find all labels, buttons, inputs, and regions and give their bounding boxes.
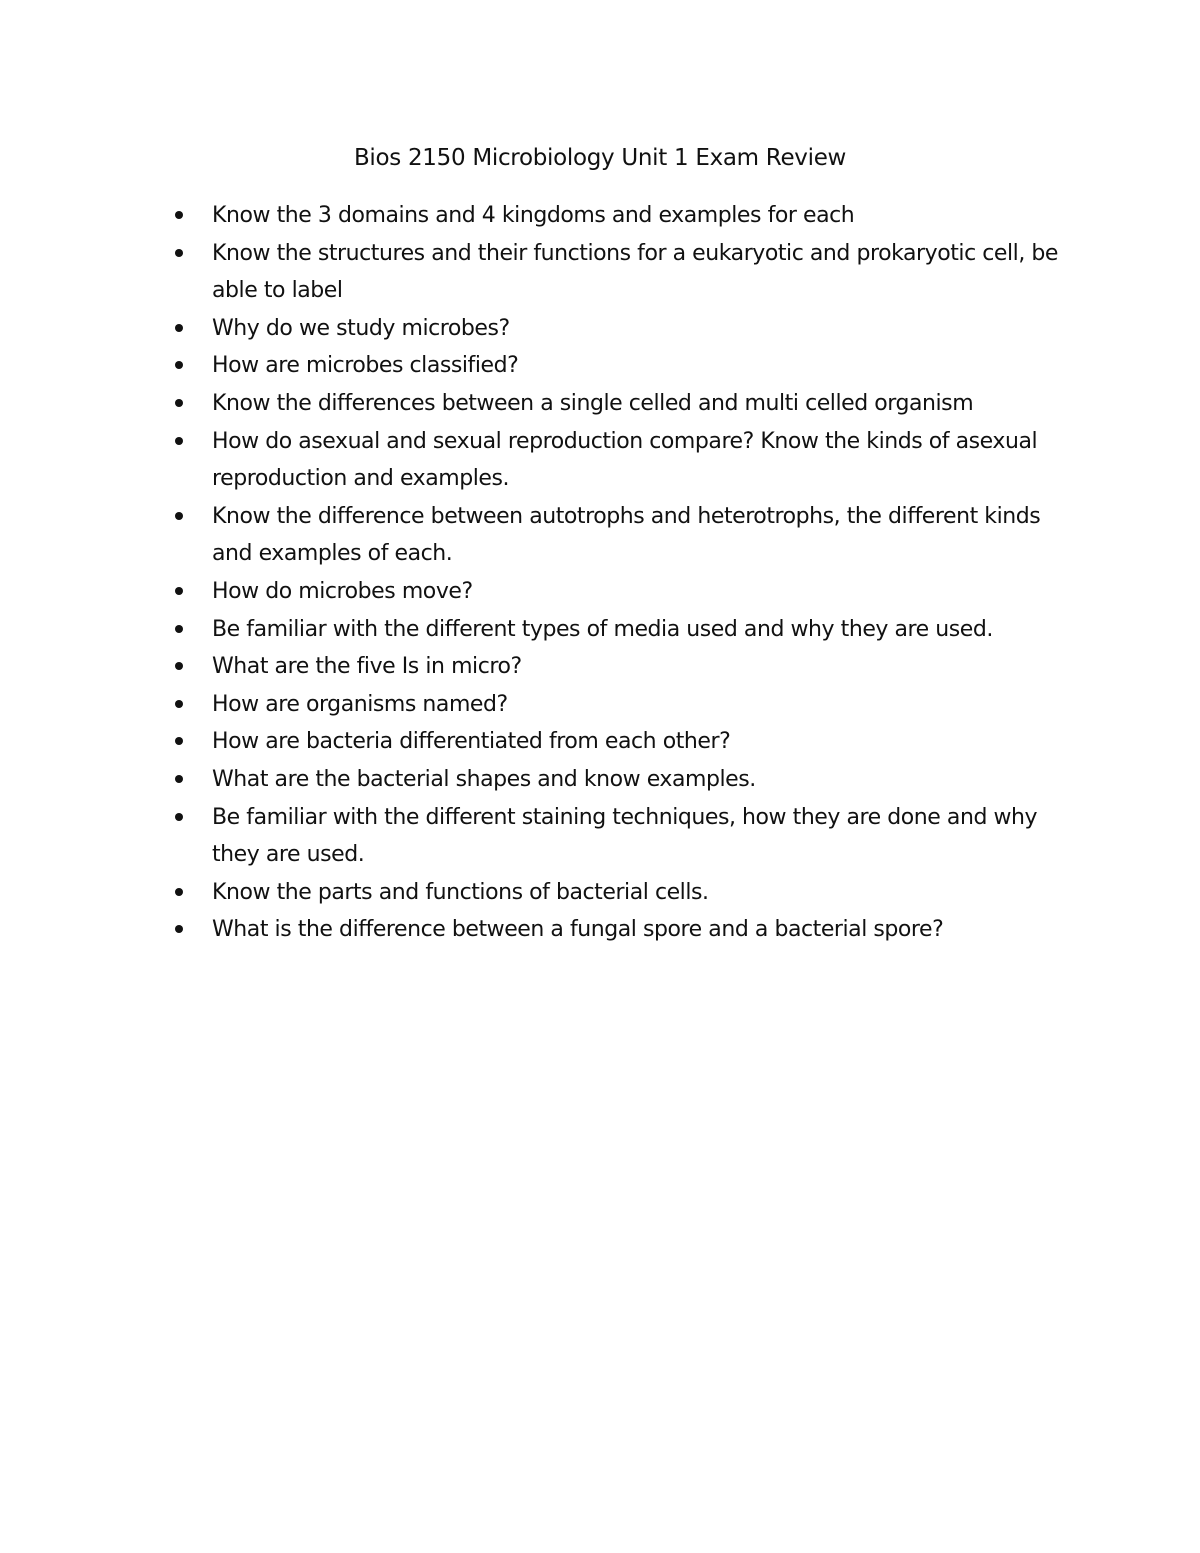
bullet-icon [175,813,183,821]
list-item-text: Know the structures and their functions for a eukaryotic and prokaryotic cell, be able to label [212,240,1058,304]
list-item [172,911,1072,949]
list-item [172,648,1072,686]
bullet-icon [175,700,183,708]
list-item-text: Know the parts and functions of bacterial cells. [212,879,709,905]
list-item-text: Why do we study microbes? [212,315,510,341]
list-item [172,347,1072,385]
list-item [172,385,1072,423]
bullet-icon [175,437,183,445]
list-item-text: How are bacteria differentiated from each other? [212,729,731,755]
bullet-icon [175,324,183,332]
list-item-text: Be familiar with the different staining techniques, how they are done and why they are used. [212,804,1038,868]
list-item-text: Be familiar with the different types of media used and why they are used. [212,616,993,642]
list-item [172,235,1072,310]
list-item [172,611,1072,649]
bullet-icon [175,211,183,219]
bullet-icon [175,737,183,745]
list-item-text: Know the 3 domains and 4 kingdoms and examples for each [212,203,855,228]
list-item [172,761,1072,799]
bullet-icon [175,888,183,896]
list-item [172,723,1072,761]
list-item-text: Know the differences between a single celled and multi celled organism [212,390,974,416]
list-item [172,799,1072,874]
bullet-icon [175,399,183,407]
bullet-icon [175,625,183,633]
list-item [172,197,1072,235]
bullet-icon [175,925,183,933]
bullet-icon [175,662,183,670]
list-item-text: What are the bacterial shapes and know examples. [212,766,756,792]
list-item [172,573,1072,611]
list-item [172,874,1072,912]
list-item-text: How are microbes classified? [212,353,519,379]
list-item [172,498,1072,573]
list-item [172,423,1072,498]
bullet-icon [175,775,183,783]
bullet-icon [175,361,183,369]
list-item-text: What are the five Is in micro? [212,654,522,680]
page-title: Bios 2150 Microbiology Unit 1 Exam Review [353,145,847,171]
list-item-text: Know the difference between autotrophs and heterotrophs, the different kinds and examples of each. [212,503,1041,567]
list-item [172,686,1072,724]
list-item-text: How do asexual and sexual reproduction compare? Know the kinds of asexual reproduction and examples. [212,428,1038,492]
bullet-icon [175,249,183,257]
bullet-icon [175,587,183,595]
review-list [172,197,1072,949]
list-item-text: What is the difference between a fungal spore and a bacterial spore? [212,917,944,943]
list-item-text: How are organisms named? [212,691,508,717]
list-item-text: How do microbes move? [212,578,473,604]
bullet-icon [175,512,183,520]
list-item [172,310,1072,348]
